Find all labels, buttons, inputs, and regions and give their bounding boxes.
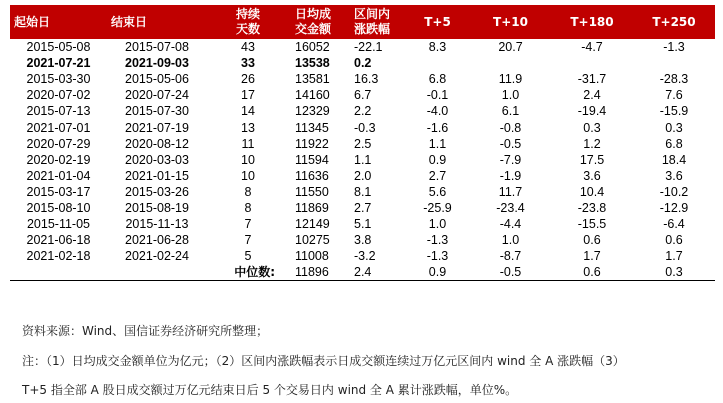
table-row bbox=[10, 71, 715, 87]
cell-t180: 10.4 bbox=[579, 184, 605, 199]
cell-t5: 1.1 bbox=[428, 136, 447, 151]
cell-end: 2020-03-03 bbox=[125, 152, 189, 167]
cell-t180: -15.5 bbox=[577, 217, 607, 232]
cell-start: 2015-07-13 bbox=[26, 104, 91, 119]
cell-days: 13 bbox=[241, 120, 255, 135]
table-row bbox=[10, 232, 715, 248]
cell-start: 2021-06-18 bbox=[26, 233, 91, 248]
cell-end: 2021-02-24 bbox=[125, 249, 189, 264]
header-avg-line1: 日均成 bbox=[295, 7, 332, 21]
cell-end: 2015-07-08 bbox=[125, 40, 189, 55]
table-row bbox=[10, 184, 715, 200]
cell-t180: 1.2 bbox=[583, 136, 601, 151]
table-row bbox=[10, 119, 715, 135]
footnote-line1: 注：（1）日均成交金额单位为亿元；（2）区间内涨跌幅表示日成交额连续过万亿元区间内 wind 全 A 涨跌幅（3） bbox=[22, 354, 625, 368]
cell-t10: 11.9 bbox=[498, 72, 523, 87]
table-row bbox=[10, 200, 715, 216]
cell-t10: -23.4 bbox=[496, 200, 525, 215]
header-t180: T+180 bbox=[551, 5, 633, 39]
cell-days: 10 bbox=[241, 168, 255, 183]
cell-t5 bbox=[405, 55, 470, 71]
cell-t10: -0.8 bbox=[499, 120, 522, 135]
cell-t5: -1.3 bbox=[426, 233, 449, 248]
cell-avg: 12149 bbox=[295, 217, 330, 232]
cell-days: 5 bbox=[244, 249, 252, 264]
cell-t10: 1.0 bbox=[501, 88, 520, 103]
table-row bbox=[10, 248, 715, 264]
cell-range: 2.5 bbox=[354, 136, 372, 151]
source-note: 资料来源：Wind、国信证券经济研究所整理； bbox=[22, 324, 269, 338]
table-row bbox=[10, 216, 715, 232]
table-row bbox=[10, 39, 715, 55]
cell-t5: -4.0 bbox=[426, 104, 449, 119]
median-t10: -0.5 bbox=[470, 264, 551, 281]
cell-avg: 11922 bbox=[295, 136, 329, 151]
median-row bbox=[10, 264, 715, 281]
median-t250: 0.3 bbox=[633, 264, 715, 281]
header-t10: T+10 bbox=[470, 5, 551, 39]
cell-end: 2015-03-26 bbox=[125, 184, 189, 199]
cell-range: 5.1 bbox=[354, 217, 372, 232]
cell-t5: 1.0 bbox=[428, 217, 447, 232]
cell-t250: -15.9 bbox=[659, 104, 689, 119]
cell-t250: 0.6 bbox=[665, 233, 683, 248]
cell-start: 2020-02-19 bbox=[26, 152, 91, 167]
cell-range: 8.1 bbox=[354, 184, 372, 199]
table-row bbox=[10, 136, 715, 152]
cell-days: 26 bbox=[241, 72, 255, 87]
median-t5: 0.9 bbox=[405, 264, 470, 281]
cell-range: -0.3 bbox=[354, 120, 376, 135]
cell-range: 3.8 bbox=[354, 233, 372, 248]
cell-t5: 8.3 bbox=[428, 40, 447, 55]
median-t180: 0.6 bbox=[551, 264, 633, 281]
cell-t250: -12.9 bbox=[659, 200, 689, 215]
cell-t250: 1.7 bbox=[665, 249, 683, 264]
cell-days: 17 bbox=[241, 88, 255, 103]
cell-t5: 5.6 bbox=[428, 184, 447, 199]
header-avg-line2: 交金额 bbox=[295, 22, 332, 36]
header-range-change bbox=[348, 5, 405, 39]
cell-t180: -23.8 bbox=[577, 200, 607, 215]
cell-end: 2021-07-19 bbox=[125, 120, 189, 135]
cell-avg: 11008 bbox=[295, 249, 329, 264]
header-start-date: 起始日 bbox=[10, 5, 107, 39]
cell-avg: 16052 bbox=[295, 40, 330, 55]
cell-t10: 6.1 bbox=[501, 104, 520, 119]
cell-start: 2021-07-21 bbox=[26, 56, 91, 71]
cell-t250: 7.6 bbox=[665, 88, 683, 103]
cell-range: 1.1 bbox=[354, 152, 372, 167]
header-duration-line2: 天数 bbox=[235, 22, 260, 36]
cell-range: 2.7 bbox=[354, 200, 372, 215]
cell-end: 2015-08-19 bbox=[125, 200, 189, 215]
cell-t250: -10.2 bbox=[659, 184, 689, 199]
cell-t180: 1.7 bbox=[583, 249, 601, 264]
header-avg-turnover bbox=[289, 5, 348, 39]
header-t250: T+250 bbox=[633, 5, 715, 39]
header-duration-line1: 持续 bbox=[235, 7, 260, 21]
cell-avg: 11869 bbox=[295, 200, 329, 215]
cell-avg: 11345 bbox=[295, 120, 329, 135]
cell-t180: 17.5 bbox=[579, 152, 605, 167]
cell-t10: -8.7 bbox=[499, 249, 522, 264]
cell-end: 2020-07-24 bbox=[125, 88, 189, 103]
cell-t250: 6.8 bbox=[665, 136, 683, 151]
cell-days: 43 bbox=[241, 40, 255, 55]
cell-t180: -31.7 bbox=[577, 72, 607, 87]
cell-t10: -0.5 bbox=[499, 136, 522, 151]
cell-t180: 0.6 bbox=[583, 233, 601, 248]
cell-avg: 14160 bbox=[295, 88, 330, 103]
cell-start: 2021-02-18 bbox=[26, 249, 91, 264]
cell-t10: -7.9 bbox=[499, 152, 522, 167]
cell-end: 2015-05-06 bbox=[125, 72, 189, 87]
cell-range: 2.2 bbox=[354, 104, 372, 119]
cell-t180 bbox=[551, 55, 633, 71]
cell-t250: -6.4 bbox=[663, 217, 685, 232]
cell-t5: -1.6 bbox=[426, 120, 449, 135]
cell-t10: -4.4 bbox=[499, 217, 522, 232]
cell-start: 2020-07-02 bbox=[26, 88, 91, 103]
cell-days: 7 bbox=[244, 233, 252, 248]
footnote-line2: T+5 指全部 A 股日成交额过万亿元结束日后 5 个交易日内 wind 全 A 累计涨跌幅，单位%。 bbox=[22, 383, 518, 397]
header-range-line1: 区间内 bbox=[354, 7, 391, 21]
cell-range: 6.7 bbox=[354, 88, 372, 103]
cell-end: 2021-01-15 bbox=[125, 168, 189, 183]
cell-days: 10 bbox=[241, 152, 255, 167]
header-row bbox=[10, 5, 715, 39]
cell-t180: -19.4 bbox=[577, 104, 607, 119]
cell-days: 8 bbox=[244, 184, 252, 199]
cell-avg: 13538 bbox=[295, 56, 330, 71]
table-row bbox=[10, 87, 715, 103]
cell-t250: 18.4 bbox=[661, 152, 687, 167]
cell-t180: 2.4 bbox=[583, 88, 601, 103]
cell-days: 33 bbox=[241, 56, 255, 71]
cell-t5: -1.3 bbox=[426, 249, 449, 264]
cell-end: 2015-07-30 bbox=[125, 104, 189, 119]
cell-t5: -25.9 bbox=[423, 200, 452, 215]
median-avg: 11896 bbox=[289, 264, 348, 281]
cell-t250 bbox=[633, 55, 715, 71]
cell-avg: 12329 bbox=[295, 104, 330, 119]
cell-t250: -1.3 bbox=[663, 40, 685, 55]
cell-end: 2021-09-03 bbox=[125, 56, 189, 71]
cell-t10: 1.0 bbox=[501, 233, 520, 248]
cell-range: 2.0 bbox=[354, 168, 372, 183]
cell-avg: 10275 bbox=[295, 233, 330, 248]
cell-t10: -1.9 bbox=[499, 168, 522, 183]
cell-avg: 11550 bbox=[295, 184, 329, 199]
cell-start: 2021-01-04 bbox=[26, 168, 91, 183]
table-row bbox=[10, 152, 715, 168]
median-label: 中位数: bbox=[10, 264, 289, 281]
cell-start: 2015-08-10 bbox=[26, 200, 91, 215]
cell-end: 2020-08-12 bbox=[125, 136, 189, 151]
cell-start: 2015-03-30 bbox=[26, 72, 91, 87]
cell-t5: 6.8 bbox=[428, 72, 447, 87]
cell-t10: 20.7 bbox=[498, 40, 523, 55]
cell-t5: -0.1 bbox=[426, 88, 449, 103]
table-row bbox=[10, 55, 715, 71]
cell-days: 14 bbox=[241, 104, 255, 119]
cell-range: 0.2 bbox=[354, 56, 372, 71]
cell-t180: 0.3 bbox=[583, 120, 601, 135]
table-row bbox=[10, 168, 715, 184]
cell-start: 2020-07-29 bbox=[26, 136, 91, 151]
header-duration-days bbox=[207, 5, 289, 39]
cell-range: 16.3 bbox=[354, 72, 379, 87]
cell-t5: 2.7 bbox=[428, 168, 447, 183]
cell-range: -3.2 bbox=[354, 249, 376, 264]
table-row bbox=[10, 103, 715, 119]
cell-days: 7 bbox=[244, 217, 252, 232]
cell-avg: 11594 bbox=[295, 152, 329, 167]
cell-t250: -28.3 bbox=[659, 72, 689, 87]
header-t5: T+5 bbox=[405, 5, 470, 39]
cell-t250: 3.6 bbox=[665, 168, 683, 183]
cell-t5: 0.9 bbox=[428, 152, 447, 167]
cell-start: 2021-07-01 bbox=[26, 120, 91, 135]
cell-t10: 11.7 bbox=[498, 184, 523, 199]
cell-days: 8 bbox=[244, 200, 252, 215]
cell-avg: 13581 bbox=[295, 72, 330, 87]
cell-start: 2015-03-17 bbox=[26, 184, 91, 199]
cell-end: 2021-06-28 bbox=[125, 233, 189, 248]
cell-start: 2015-05-08 bbox=[26, 40, 91, 55]
median-range: 2.4 bbox=[348, 264, 405, 281]
data-table bbox=[10, 5, 715, 281]
cell-days: 11 bbox=[241, 136, 255, 151]
table-body bbox=[10, 39, 715, 281]
cell-t180: -4.7 bbox=[581, 40, 603, 55]
header-end-date: 结束日 bbox=[107, 5, 207, 39]
cell-end: 2015-11-13 bbox=[125, 217, 189, 232]
cell-start: 2015-11-05 bbox=[26, 217, 90, 232]
cell-t10 bbox=[470, 55, 551, 71]
cell-range: -22.1 bbox=[354, 40, 383, 55]
header-range-line2: 涨跌幅 bbox=[354, 22, 391, 36]
cell-t180: 3.6 bbox=[583, 168, 601, 183]
cell-t250: 0.3 bbox=[665, 120, 683, 135]
cell-avg: 11636 bbox=[295, 168, 329, 183]
